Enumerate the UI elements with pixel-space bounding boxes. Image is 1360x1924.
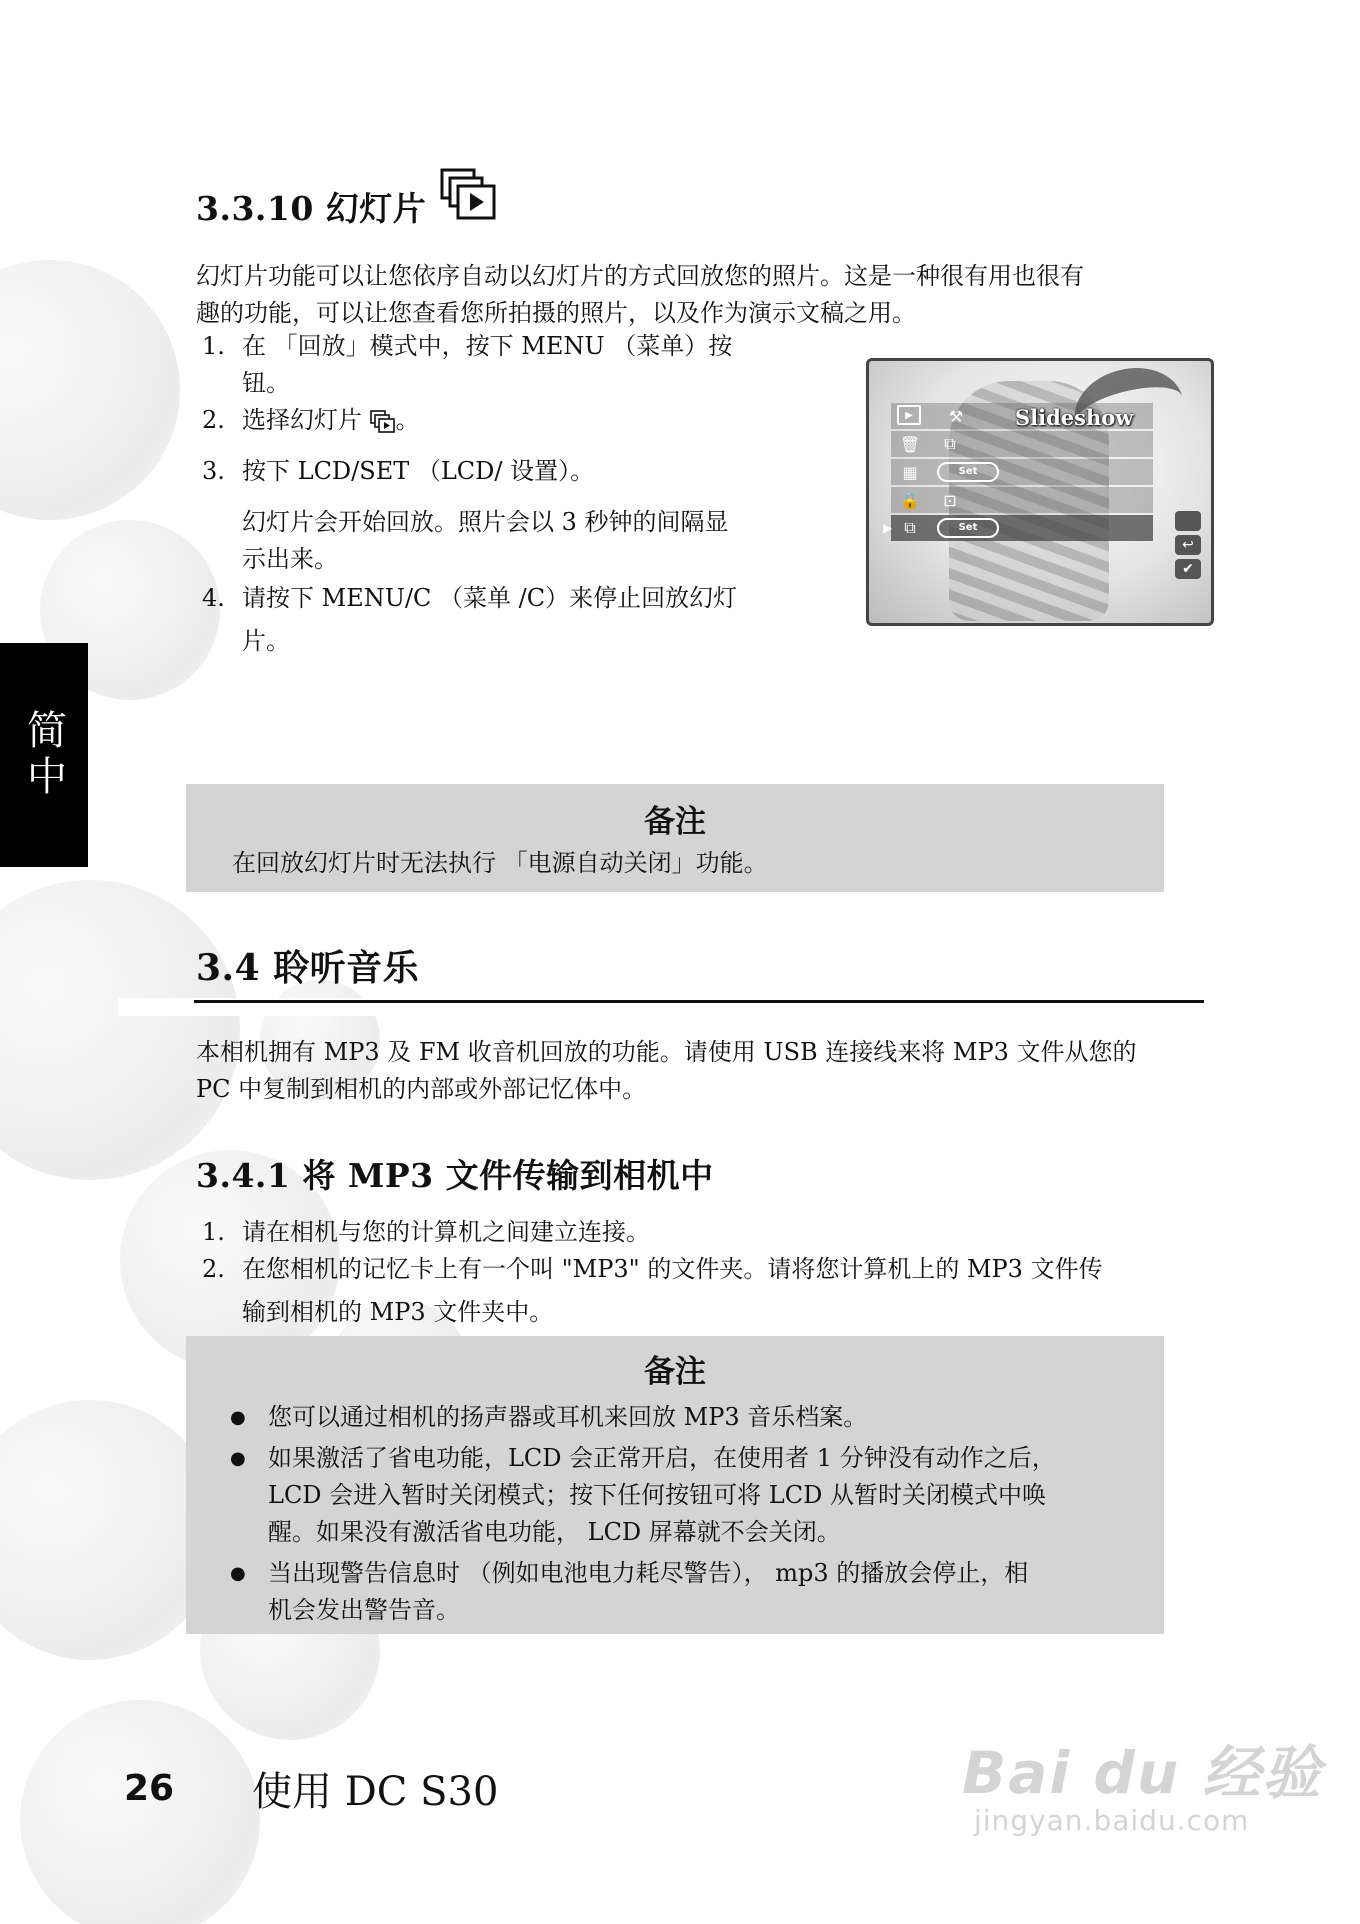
intro-line-2: 趣的功能，可以让您查看您所拍摄的照片，以及作为演示文稿之用。 [196, 299, 916, 327]
watermark-url: jingyan.baidu.com [974, 1804, 1250, 1837]
step-note: 幻灯片会开始回放。照片会以 3 秒钟的间隔显 示出来。 [242, 508, 729, 573]
slideshow-small-icon [370, 410, 396, 434]
step-item: 2. 选择幻灯片 。 [202, 406, 420, 434]
intro-line-1: 幻灯片功能可以让您依序自动以幻灯片的方式回放您的照片。这是一种很有用也很有 [196, 262, 1084, 290]
step-item: 3. 按下 LCD/SET （LCD/ 设置）。 [202, 457, 595, 485]
menu-row-protect [891, 487, 1153, 513]
language-side-tab: 简中 [0, 643, 88, 867]
bullet-item: ● 如果激活了省电功能，LCD 会正常开启，在使用者 1 分钟没有动作之后， LCD 会进入暂时关闭模式；按下任何按钮可将 LCD 从暂时关闭模式中唤 醒。如果没有激活省电功能， LCD 屏幕就不会关闭。 [186, 1440, 1164, 1551]
intro-34-line-1: 本相机拥有 MP3 及 FM 收音机回放的功能。请使用 USB 连接线来将 MP3 文件从您的 [196, 1038, 1137, 1066]
mp3-transfer-steps [196, 1214, 1256, 1331]
footer-title: 使用 DC S30 [252, 1769, 499, 1815]
lock-icon: 🔒 [900, 490, 920, 510]
intro-34-line-2: PC 中复制到相机的内部或外部记忆体中。 [196, 1075, 647, 1103]
slideshow-icon [440, 168, 498, 224]
menu-row-grid [891, 459, 1153, 485]
camera-lcd-screenshot [866, 358, 1214, 626]
grid-icon: ▦ [902, 462, 918, 482]
trash-icon: 🗑 [899, 434, 921, 454]
step-item: 2. 在您相机的记忆卡上有一个叫 "MP3" 的文件夹。请将您计算机上的 MP3 文件传 输到相机的 MP3 文件夹中。 [202, 1255, 1103, 1326]
note-1-text: 在回放幻灯片时无法执行 「电源自动关闭」功能。 [232, 849, 768, 877]
playback-icon: ▶ [897, 405, 921, 425]
bullet-item: ● 您可以通过相机的扬声器或耳机来回放 MP3 音乐档案。 [186, 1399, 1164, 1436]
note-box-2 [186, 1336, 1164, 1634]
section-3310-intro [196, 258, 1246, 332]
section-34-divider [194, 1000, 1204, 1003]
slideshow-steps [196, 328, 836, 660]
set-pill: Set [937, 518, 999, 538]
page-number: 26 [124, 1768, 175, 1809]
section-34-title: 3.4 聆听音乐 [196, 947, 420, 989]
slideshow-icon: ⧉ [904, 518, 916, 537]
note-2-title: 备注 [644, 1354, 706, 1390]
note-2-bullets [186, 1399, 1164, 1629]
set-pill: Set [937, 462, 999, 482]
bullet-item: ● 当出现警告信息时 （例如电池电力耗尽警告）， mp3 的播放会停止，相 机会发出警告音。 [186, 1555, 1164, 1629]
step-item: 1. 请在相机与您的计算机之间建立连接。 [202, 1218, 650, 1246]
step-item: 4. 请按下 MENU/C （菜单 /C）来停止回放幻灯 片。 [202, 584, 738, 655]
section-3310-title: 3.3.10 幻灯片 [196, 189, 427, 228]
menu-row-delete [891, 431, 1153, 457]
menu-label-slideshow: Slideshow [1015, 405, 1134, 430]
protect-frame-icon: ⊡ [943, 490, 957, 510]
blank-button-icon [1175, 511, 1201, 531]
step-item: 1. 在 「回放」模式中，按下 MENU （菜单）按 钮。 [202, 332, 733, 397]
section-3310-heading [196, 168, 498, 230]
wrench-icon: ⚒ [948, 406, 964, 426]
note-1-title: 备注 [644, 804, 706, 840]
note-box-1 [186, 784, 1164, 892]
watermark-brand: Bai du 经验 [962, 1739, 1323, 1807]
section-341-title: 3.4.1 将 MP3 文件传输到相机中 [196, 1156, 714, 1195]
return-icon: ↩ [1175, 535, 1201, 555]
copy-icon: ⧉ [944, 434, 956, 453]
baidu-watermark [962, 1726, 1322, 1837]
check-icon: ✔ [1175, 559, 1201, 579]
section-34-intro [196, 1034, 1256, 1108]
selection-arrow-icon: ▶ [883, 521, 893, 535]
menu-row-slideshow [891, 515, 1153, 541]
